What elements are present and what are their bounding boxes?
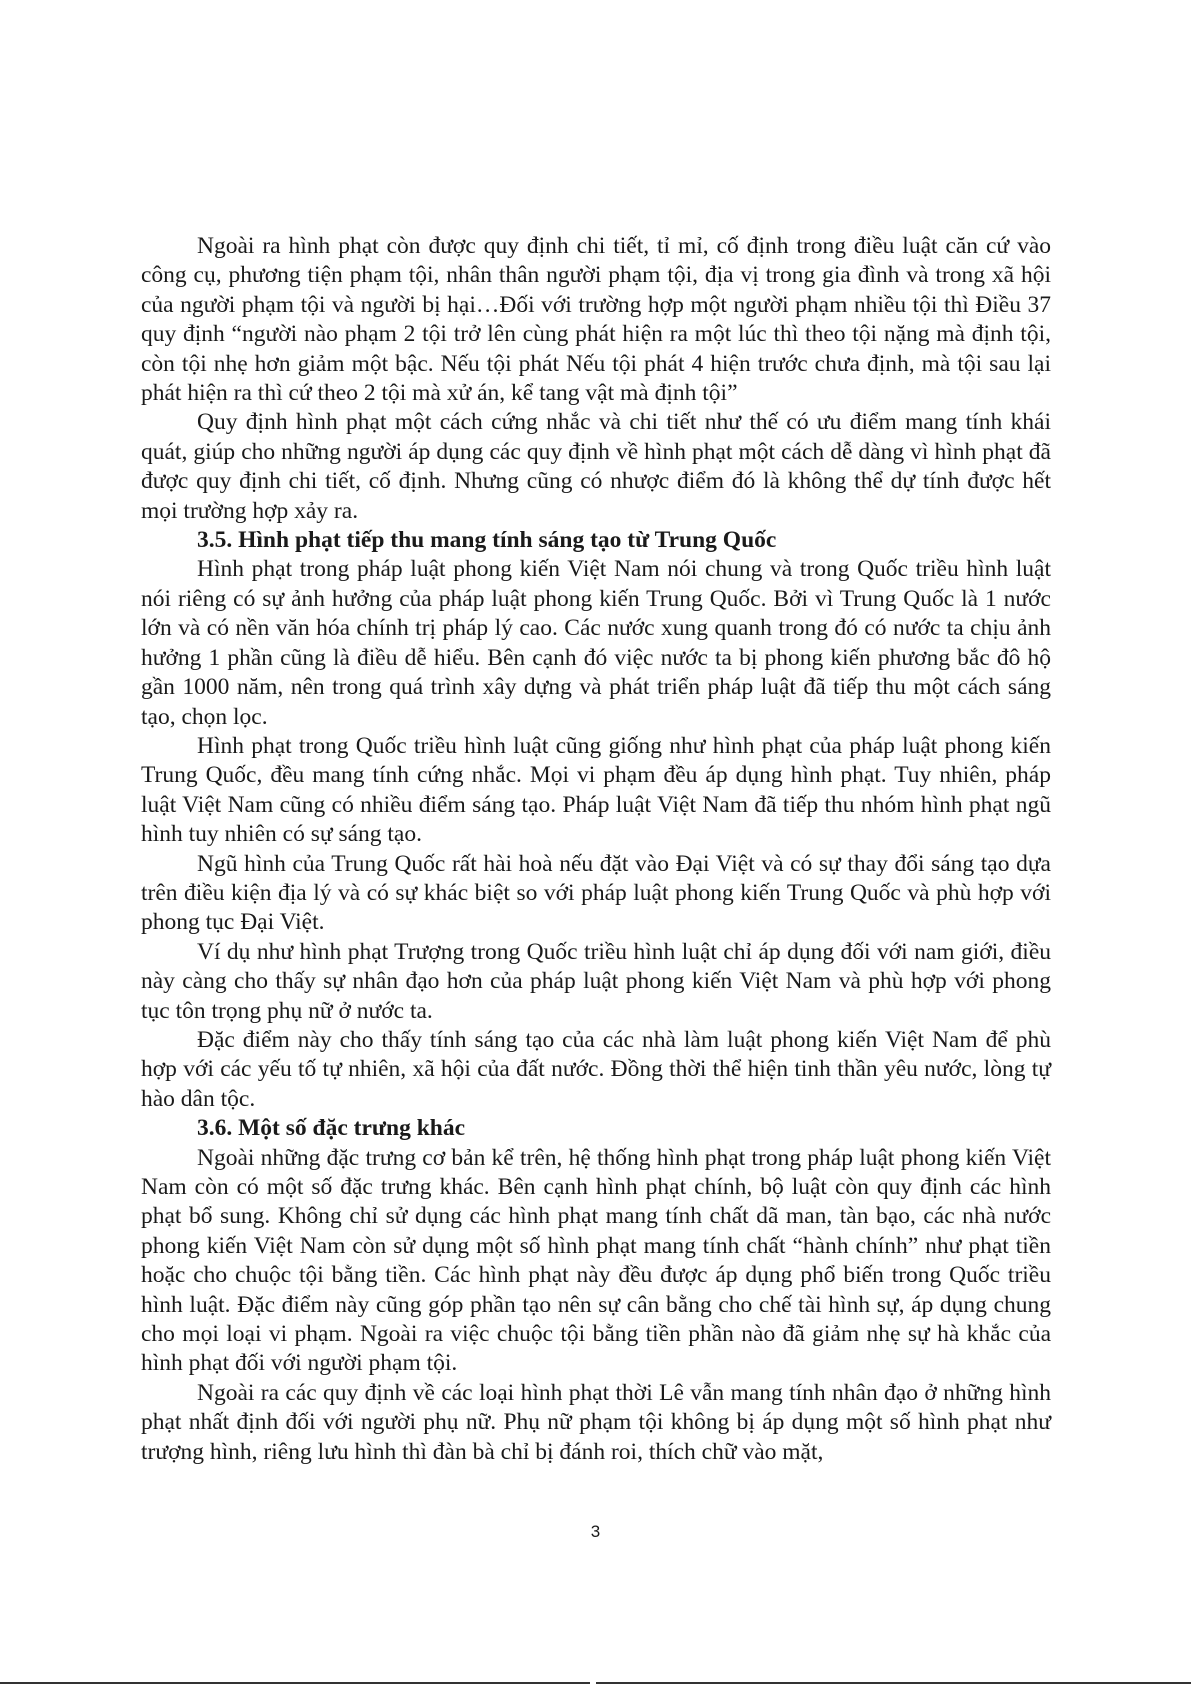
paragraph-creativity: Đặc điểm này cho thấy tính sáng tạo của các nhà làm luật phong kiến Việt Nam để phù hợp với các yếu tố tự nhiên, xã hội của đất nước. Đồng thời thể hiện tinh thần yêu nước, lòng tự hào dân tộc. [141,1026,1051,1112]
page-body [141,232,1051,1467]
paragraph-rigid-penalty-evaluation: Quy định hình phạt một cách cứng nhắc và chi tiết như thế có ưu điểm mang tính khái quát, giúp cho những người áp dụng các quy định về hình phạt một cách dễ dàng vì hình phạt đã được quy định chi tiết, cố định. Nhưng cũng có nhược điểm đó là không thể dự tính được hết mọi trường hợp xảy ra. [141,409,1051,524]
section-heading-3-6: 3.6. Một số đặc trưng khác [197,1115,466,1142]
paragraph-chinese-influence: Hình phạt trong pháp luật phong kiến Việt Nam nói chung và trong Quốc triều hình luật nói riêng có sự ảnh hưởng của pháp luật phong kiến Trung Quốc. Bởi vì Trung Quốc là 1 nước lớn và có nền văn hóa chính trị pháp lý cao. Các nước xung quanh trong đó có nước ta chịu ảnh hưởng 1 phần cũng là điều dễ hiểu. Bên cạnh đó việc nước ta bị phong kiến phương bắc đô hộ gần 1000 năm, nên trong quá trình xây dựng và phát triển pháp luật đã tiếp thu một cách sáng tạo, chọn lọc. [141,556,1051,730]
paragraph-other-features: Ngoài những đặc trưng cơ bản kể trên, hệ thống hình phạt trong pháp luật phong kiến Việt Nam còn có một số đặc trưng khác. Bên cạnh hình phạt chính, bộ luật còn quy định các hình phạt bổ sung. Không chỉ sử dụng các hình phạt mang tính chất dã man, tàn bạo, các nhà nước phong kiến Việt Nam còn sử dụng một số hình phạt mang tính chất “hành chính” như phạt tiền hoặc cho chuộc tội bằng tiền. Các hình phạt này đều được áp dụng phổ biến trong Quốc triều hình luật. Đặc điểm này cũng góp phần tạo nên sự cân bằng cho chế tài hình sự, áp dụng chung cho mọi loại vi phạm. Ngoài ra việc chuộc tội bằng tiền phần nào đã giảm nhẹ sự hà khắc của hình phạt đối với người phạm tội. [141,1144,1051,1377]
paragraph-five-punishments: Ngũ hình của Trung Quốc rất hài hoà nếu đặt vào Đại Việt và có sự thay đổi sáng tạo dựa trên điều kiện địa lý và có sự khác biệt so với pháp luật phong kiến Trung Quốc và phù hợp với phong tục Đại Việt. [141,850,1051,936]
paragraph-penalty-details: Ngoài ra hình phạt còn được quy định chi tiết, tỉ mỉ, cố định trong điều luật căn cứ vào công cụ, phương tiện phạm tội, nhân thân người phạm tội, địa vị trong gia đình và trong xã hội của người phạm tội và người bị hại…Đối với trường hợp một người phạm nhiều tội thì Điều 37 quy định “người nào phạm 2 tội trở lên cùng phát hiện ra một lúc thì theo tội nặng mà định tội, còn tội nhẹ hơn giảm một bậc. Nếu tội phát Nếu tội phát 4 hiện trước chưa định, mà tội sau lại phát hiện ra thì cứ theo 2 tội mà xử án, kể tang vật mà định tội” [141,233,1051,407]
section-heading-3-5: 3.5. Hình phạt tiếp thu mang tính sáng tạo từ Trung Quốc [197,527,777,554]
bottom-divider-gap [590,1682,596,1684]
paragraph-truong-example: Ví dụ như hình phạt Trượng trong Quốc triều hình luật chỉ áp dụng đối với nam giới, điều này càng cho thấy sự nhân đạo hơn của pháp luật phong kiến Việt Nam và phù hợp với phong tục tôn trọng phụ nữ ở nước ta. [141,938,1051,1024]
page-number: 3 [590,1522,601,1541]
paragraph-humanity-women: Ngoài ra các quy định về các loại hình phạt thời Lê vẫn mang tính nhân đạo ở những hình phạt nhất định đối với người phụ nữ. Phụ nữ phạm tội không bị áp dụng một số hình phạt như trượng hình, riêng lưu hình thì đàn bà chỉ bị đánh roi, thích chữ vào mặt, [141,1379,1051,1465]
paragraph-rigid-like-china: Hình phạt trong Quốc triều hình luật cũng giống như hình phạt của pháp luật phong kiến Trung Quốc, đều mang tính cứng nhắc. Mọi vi phạm đều áp dụng hình phạt. Tuy nhiên, pháp luật Việt Nam cũng có nhiều điểm sáng tạo. Pháp luật Việt Nam đã tiếp thu nhóm hình phạt ngũ hình tuy nhiên có sự sáng tạo. [141,732,1051,848]
